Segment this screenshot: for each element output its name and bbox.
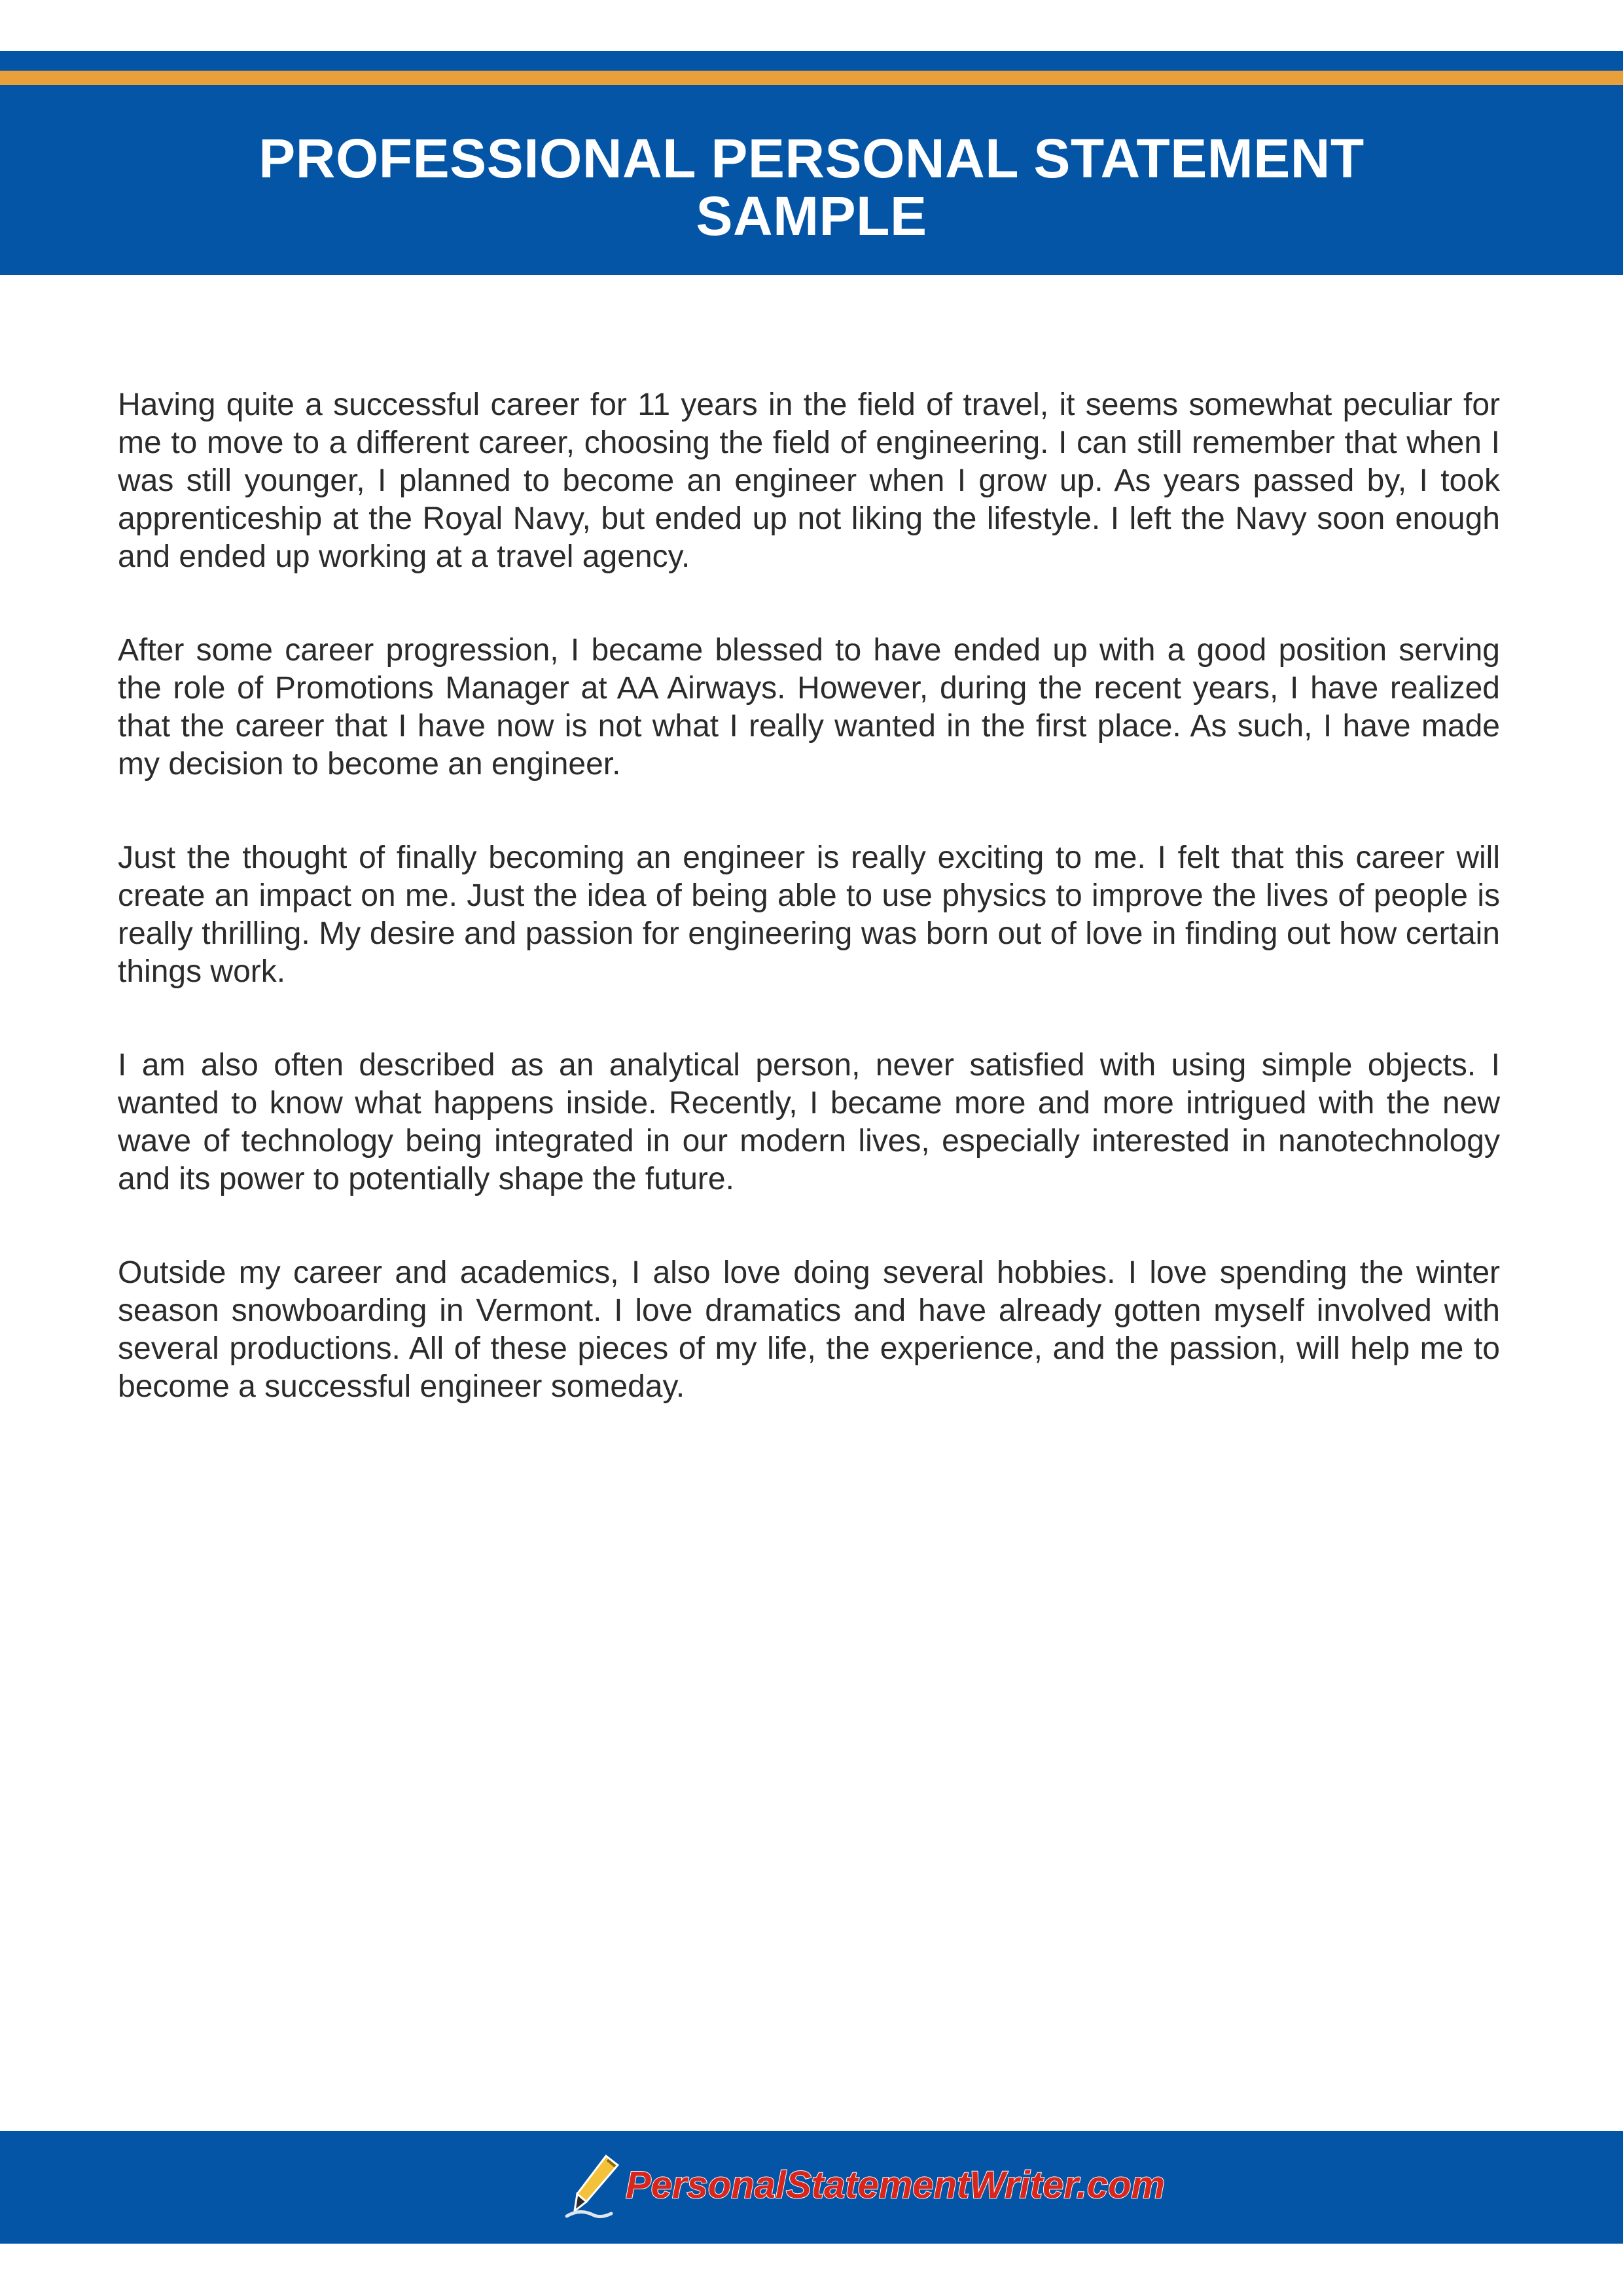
site-logo[interactable] — [560, 2151, 1166, 2223]
page-title-line-2: SAMPLE — [696, 185, 927, 247]
page-title — [0, 130, 1623, 245]
pen-nib-icon — [560, 2151, 626, 2223]
header-accent-stripe — [0, 71, 1623, 85]
statement-body — [118, 386, 1500, 1462]
paragraph: After some career progression, I became blessed to have ended up with a good position serving the role of Promotions Manager at AA Airways. However, during the recent years, I have realized that the career that I have now is not what I really wanted in the first place. As such, I have made my decision to become an engineer. — [118, 633, 1500, 781]
paragraph: Having quite a successful career for 11 years in the field of travel, it seems somewhat peculiar for me to move to a different career, choosing the field of engineering. I can still remember that when I was still younger, I planned to become an engineer when I grow up. As years passed by, I took apprenticeship at the Royal Navy, but ended up not liking the lifestyle. I left the Navy soon enough and ended up working at a travel agency. — [118, 387, 1500, 574]
header-banner — [0, 51, 1623, 275]
paragraph: I am also often described as an analytical person, never satisfied with using simple objects. I wanted to know what happens inside. Recently, I became more and more intrigued with the new wave of technology being integrated in our modern lives, especially interested in nanotechnology and its power to potentially shape the future. — [118, 1048, 1500, 1196]
page-title-line-1: PROFESSIONAL PERSONAL STATEMENT — [259, 128, 1364, 189]
paragraph: Just the thought of finally becoming an engineer is really exciting to me. I felt that this career will create an impact on me. Just the idea of being able to use physics to improve the lives of people is really thrilling. My desire and passion for engineering was born out of love in finding out how certain things work. — [118, 840, 1500, 989]
footer-banner — [0, 2131, 1623, 2244]
paragraph: Outside my career and academics, I also love doing several hobbies. I love spending the winter season snowboarding in Vermont. I love dramatics and have already gotten myself involved with several productions. All of these pieces of my life, the experience, and the passion, will help me to become a successful engineer someday. — [118, 1255, 1500, 1404]
logo-text: PersonalStatementWriter.com — [626, 2164, 1166, 2206]
